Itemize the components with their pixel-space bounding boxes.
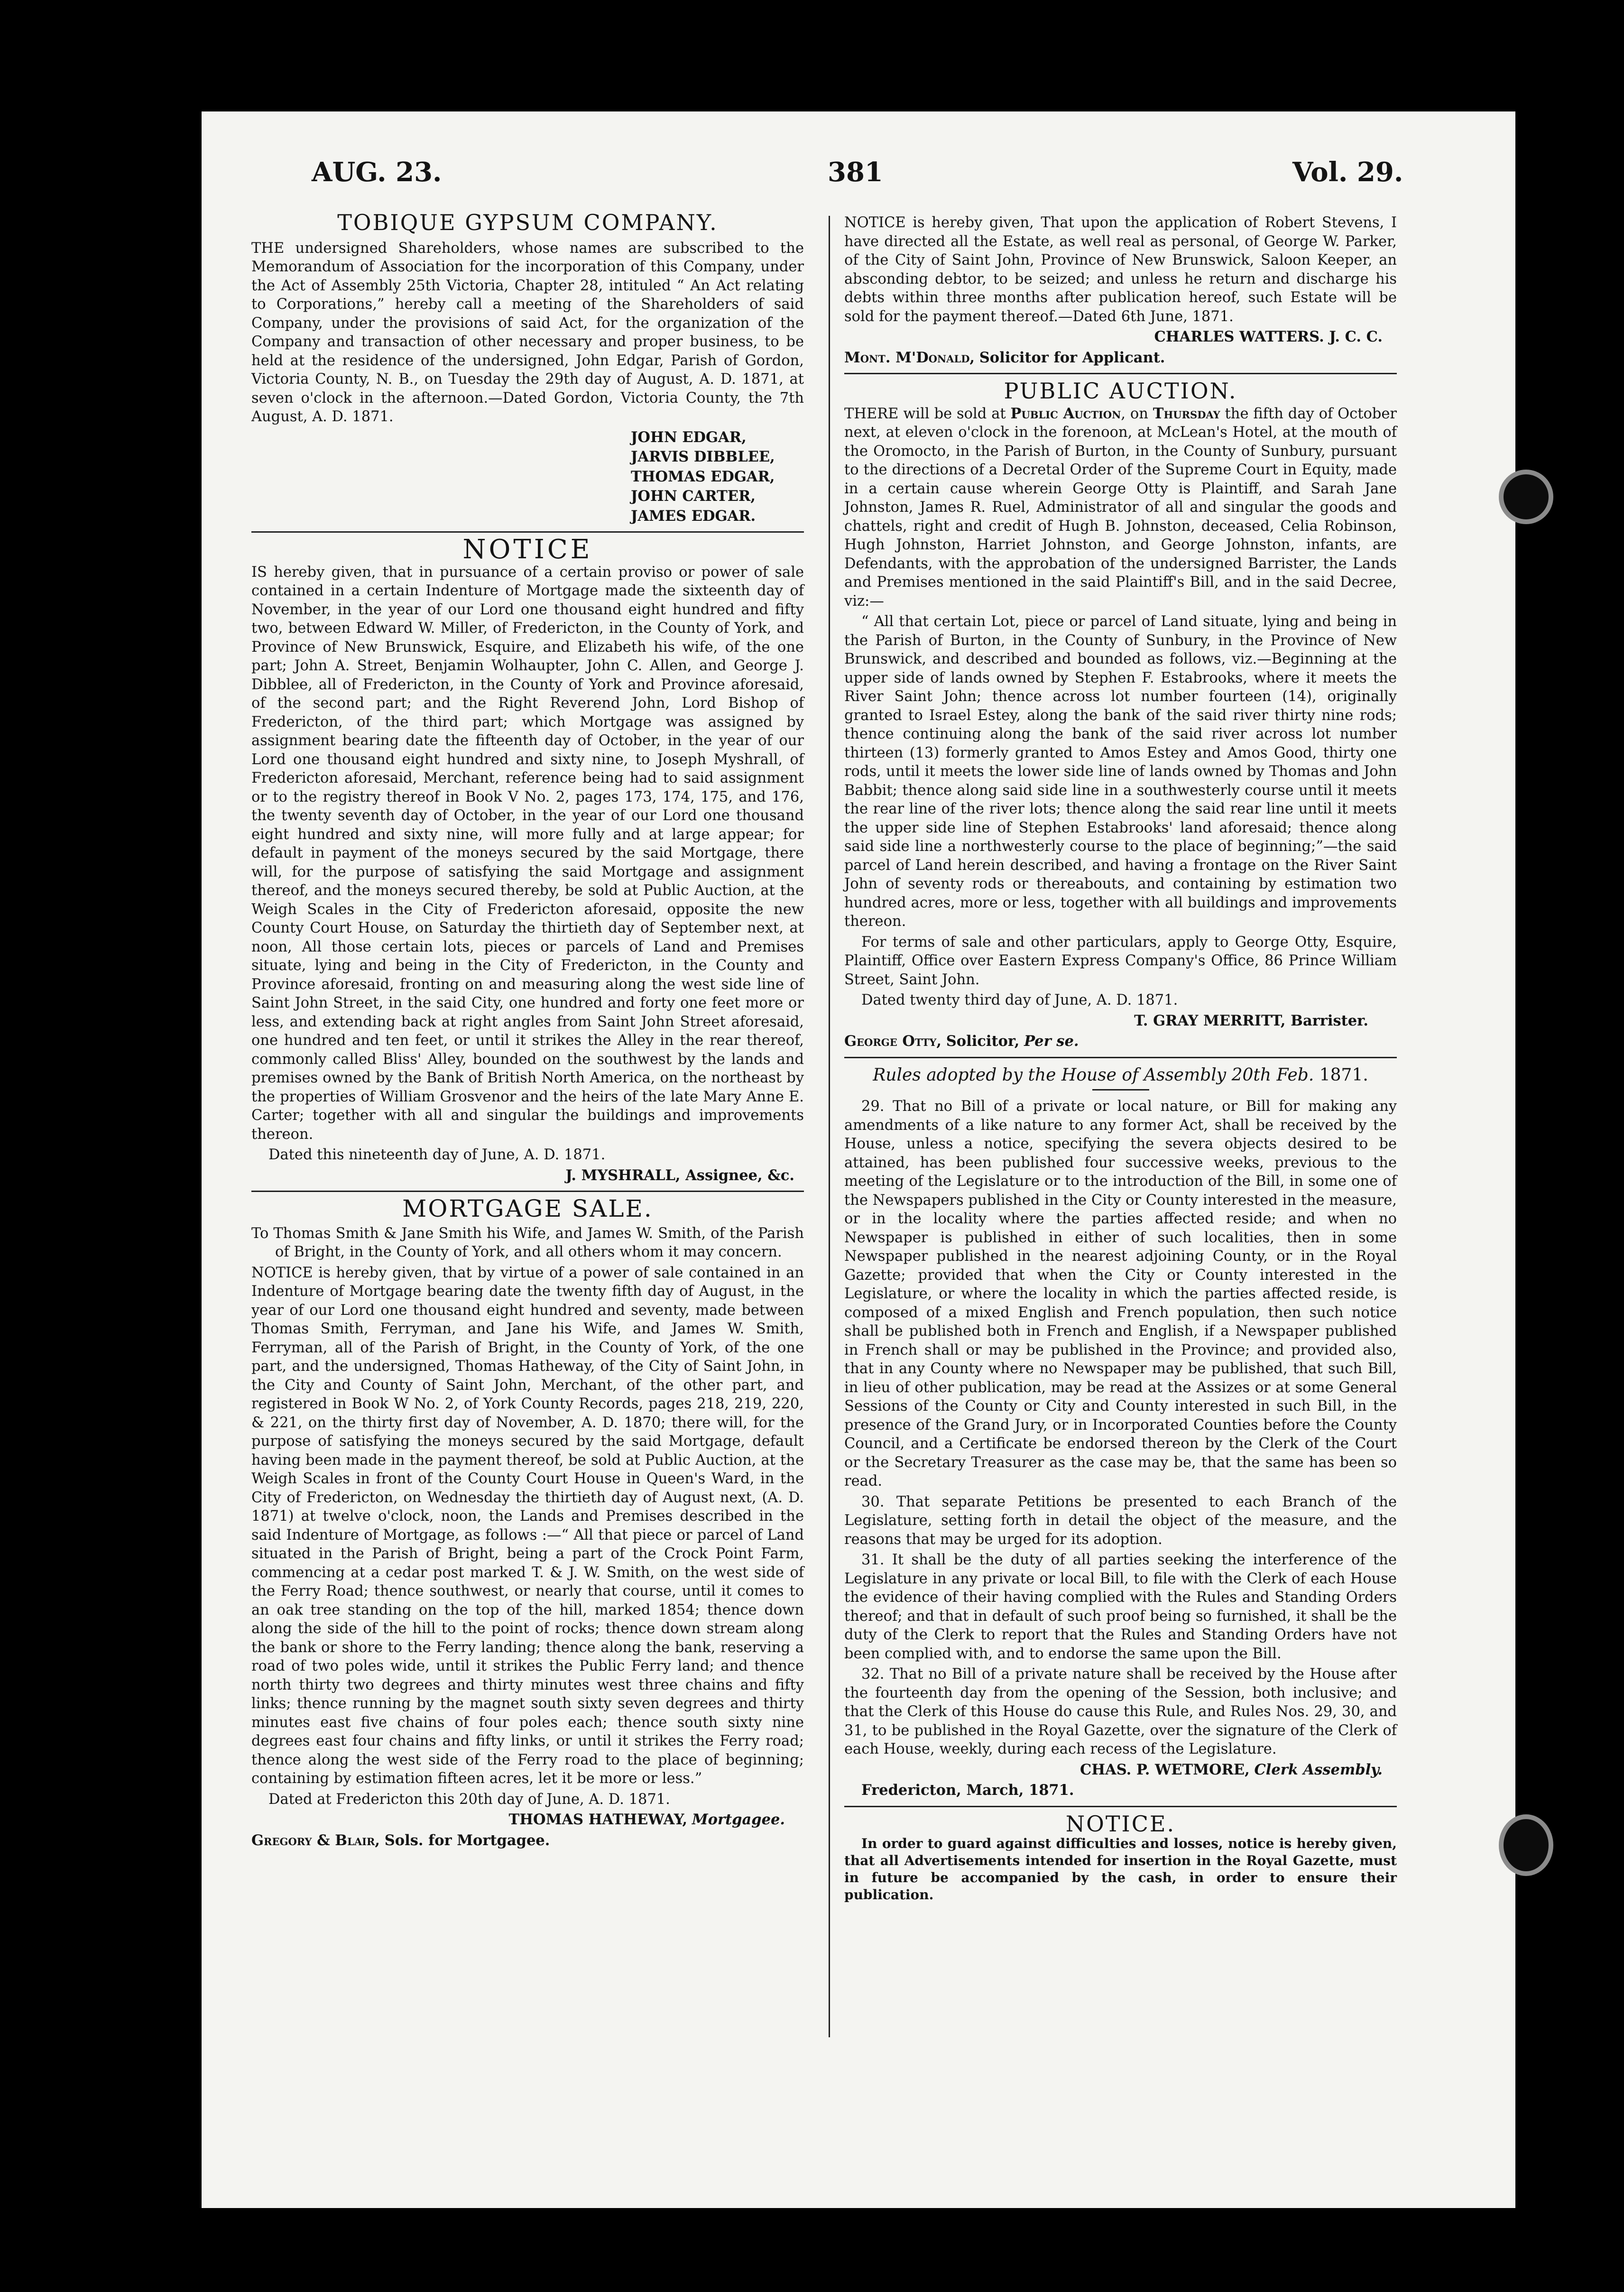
- gazette-page: [202, 111, 1515, 2208]
- rule-item: 32. That no Bill of a private nature shall be received by the House after the fourteenth day from the opening of the Session, both inclusive; and that the Clerk of this House do cause this Rule, and Rules Nos. 29, 30, and 31, to be published in the Royal Gazette, over the signature of the Clerk of each House, weekly, during each recess of the Legislature.: [844, 1666, 1397, 1757]
- mortgage-sale: [251, 1195, 804, 1850]
- mortgage-signature: [251, 1811, 804, 1830]
- clerk-role: Clerk Assembly.: [1254, 1761, 1383, 1778]
- absconding-debtor-notice: [844, 213, 1397, 367]
- divider: [844, 373, 1397, 374]
- auction-lead: THERE will be sold at: [844, 405, 1006, 422]
- auction-body: the fifth day of October next, at eleven o'clock in the forenoon, at McLean's Hotel, at the mouth of the Oromocto, in the Parish of Burton, in the County of Sunbury, pursuant to the directions of a Decretal Order of the Supreme Court in Equity, made in a certain cause wherein George Otty is Plaintiff, and Sarah Jane Johnston, James R. Ruel, Administrator of all and singular the goods and chattels, right and credit of Hugh B. Johnston, deceased, Celia Robinson, Hugh Johnston, Harriet Johnston, and George Johnston, infants, are Defendants, with the approbation of the undersigned Barrister, the Lands and Premises mentioned in the said Plaintiff's Bill, and in the said Decree, viz:—: [844, 405, 1397, 610]
- signer: JOHN EDGAR,: [631, 428, 747, 446]
- mortgage-address: To Thomas Smith & Jane Smith his Wife, and James W. Smith, of the Parish of Bright, in the County of York, and all others whom it may concern.: [251, 1225, 804, 1260]
- mortgage-solicitors: [251, 1831, 804, 1850]
- rules-title-text: Rules adopted by the House of Assembly 20th Feb.: [873, 1065, 1314, 1085]
- column-divider: [829, 216, 830, 2037]
- tobique-title: TOBIQUE GYPSUM COMPANY.: [337, 210, 718, 235]
- divider: [251, 1191, 804, 1192]
- cash-notice: [844, 1811, 1397, 1904]
- assembly-rules: [844, 1066, 1397, 1800]
- mortgage-body: NOTICE is hereby given, that by virtue of a power of sale contained in an Indenture of Mortgage bearing date the twenty fifth day of August, in the year of our Lord one thousand eight hundred and seventy, made between Thomas Smith, Ferryman, and Jane his Wife, and James W. Smith, Ferryman, all of the Parish of Bright, in the County of York, of the one part, and the undersigned, Thomas Hatheway, of the City of Saint John, in the City and County of Saint John, Merchant, of the other part, and registered in Book W No. 2, of York County Records, pages 218, 219, 220, & 221, on the thirty first day of November, A. D. 1870; there will, for the purpose of satisfying the moneys secured by the said Mortgage, default having been made in the payment thereof, be sold at Public Auction, at the Weigh Scales in front of the County Court House in Queen's Ward, in the City of Fredericton, on Wednesday the thirtieth day of August next, (A. D. 1871) at twelve o'clock, noon, the Lands and Premises described in the said Indenture of Mortgage, as follows :—“ All that piece or parcel of Land situated in the Parish of Bright, being a part of the Crock Point Farm, commencing at a cedar post marked T. & J. W. Smith, on the west side of the Ferry Road; thence southwest, or nearly that course, until it comes to an oak tree standing on the top of the hill, marked 1854; thence down along the side of the hill to the point of rocks; thence down stream along the bank or shore to the Ferry landing; thence along the bank, reserving a road of two poles wide, until it strikes the Public Ferry land; and thence north thirty two degrees and thirty minutes west three chains and fifty links; thence running by the magnet south sixty seven degrees and thirty minutes east five chains of four poles each; thence south sixty nine degrees east four chains and fifty links, or until it strikes the Ferry road; thence along the west side of the Ferry road to the place of beginning; containing by estimation fifteen acres, let it be more or less.”: [251, 1264, 804, 1787]
- auction-solicitor-name: George Otty,: [844, 1033, 942, 1050]
- rules-signature: [844, 1761, 1397, 1780]
- auction-solicitor-note: Per se.: [1024, 1033, 1079, 1050]
- signer: JOHN CARTER,: [631, 488, 756, 505]
- short-rule: [1092, 1089, 1149, 1091]
- solicitors-name: Gregory & Blair,: [251, 1831, 380, 1849]
- auction-barrister: T. GRAY MERRITT, Barrister.: [1134, 1012, 1368, 1029]
- solicitors-role: Sols. for Mortgagee.: [384, 1831, 550, 1849]
- auction-title: PUBLIC AUCTION.: [1004, 378, 1237, 404]
- divider: [844, 1057, 1397, 1058]
- myshrall-notice: [251, 534, 804, 1185]
- divider: [251, 531, 804, 533]
- mortgagee-name: THOMAS HATHEWAY,: [508, 1811, 688, 1828]
- mortgagee-role: Mortgagee.: [692, 1811, 785, 1828]
- mortgage-dated: Dated at Fredericton this 20th day of June, A. D. 1871.: [268, 1791, 670, 1808]
- debtor-notice-signature: CHARLES WATTERS. J. C. C.: [1154, 328, 1383, 345]
- notice-title: NOTICE: [462, 534, 593, 565]
- auction-terms: For terms of sale and other particulars, apply to George Otty, Esquire, Plaintiff, Office over Eastern Express Company's Office, 86 Prince William Street, Saint John.: [844, 933, 1397, 988]
- cash-notice-body: In order to guard against difficulties and losses, notice is hereby given, that all Advertisements intended for insertion in the Royal Gazette, must in future be accompanied by the cash, in order to ensure their publication.: [844, 1836, 1397, 1903]
- right-column: [844, 213, 1397, 1905]
- public-auction: [844, 378, 1397, 1051]
- mortgage-title: MORTGAGE SALE.: [402, 1195, 653, 1222]
- solicitor-role: Solicitor for Applicant.: [979, 349, 1165, 366]
- header-page-number: 381: [828, 157, 883, 188]
- auction-solicitor-role: Solicitor,: [946, 1033, 1020, 1050]
- signer: THOMAS EDGAR,: [631, 468, 775, 485]
- solicitor-name: Mont. M'Donald,: [844, 349, 975, 366]
- left-column: [251, 210, 804, 1852]
- signer: JAMES EDGAR.: [631, 507, 756, 525]
- auction-lead-mid: , on: [1121, 405, 1148, 422]
- rules-title: [844, 1066, 1397, 1085]
- punch-hole-icon: [1499, 1814, 1553, 1876]
- punch-hole-icon: [1499, 470, 1553, 524]
- clerk-name: CHAS. P. WETMORE,: [1080, 1761, 1250, 1778]
- auction-quote: “ All that certain Lot, piece or parcel of Land situate, lying and being in the Parish of Burton, in the County of Sunbury, in the Province of New Brunswick, and described and bounded as follows, viz.—Beginning at the upper side of lands owned by Stephen F. Estabrooks, where it meets the River Saint John; thence across lot number fourteen (14), originally granted to Israel Estey, along the bank of the said river thirty nine rods; thence continuing along the bank of the said river across lot number thirteen (13) formerly granted to Amos Estey and Amos Good, thirty one rods, until it meets the lower side line of lands owned by Thomas and John Babbit; thence along said side line in a southwesterly course until it meets the rear line of the river lots; thence along the said rear line until it meets the upper side line of Stephen Estabrooks' land aforesaid; thence along said side line a northwesterly course to the place of beginning;”—the said parcel of Land herein described, and having a frontage on the River Saint John of seventy rods or thereabouts, and containing by estimation two hundred acres, more or less, together with all buildings and improvements thereon.: [844, 613, 1397, 930]
- tobique-body: THE undersigned Shareholders, whose names are subscribed to the Memorandum of Association for the incorporation of this Company, under the Act of Assembly 25th Victoria, Chapter 28, intituled “ An Act relating to Corporations,” hereby call a meeting of the Shareholders of said Company, under the provisions of said Act, for the organization of the Company and transaction of other necessary and proper business, to be held at the residence of the undersigned, John Edgar, Parish of Gordon, Victoria County, N. B., on Tuesday the 29th day of August, A. D. 1871, at seven o'clock in the afternoon.—Dated Gordon, Victoria County, the 7th August, A. D. 1871.: [251, 240, 804, 425]
- rule-item: 30. That separate Petitions be presented to each Branch of the Legislature, setting forth in detail the object of the measure, and the reasons that may be urged for its adoption.: [844, 1493, 1397, 1548]
- auction-lead-sc2: Thursday: [1153, 405, 1220, 422]
- signer: JARVIS DIBBLEE,: [631, 448, 775, 465]
- auction-intro: [844, 405, 1397, 611]
- notice-signature: J. MYSHRALL, Assignee, &c.: [565, 1166, 794, 1184]
- rule-item: 29. That no Bill of a private or local nature, or Bill for making any amendments of a like nature to any former Act, shall be received by the House, unless a notice, specifying the severa objects desired to be attained, has been published four successive weeks, previous to the meeting of the Legislature or to the introduction of the Bill, in some one of the Newspapers published in the City or County interested in the measure, or in the locality where the parties affected reside; and when no Newspaper is published in either of such localities, then in some Newspaper published in the nearest adjoining County, or in the Royal Gazette; provided that when the City or County interested in the Legislature, or where the locality in which the parties affected reside, is composed of a mixed English and French population, then such notice shall be published both in French and English, if a Newspaper published in French shall or may be published in the Province; and provided also, that in any County where no Newspaper may be published, that such Bill, in lieu of other publication, may be read at the Assizes or at some General Sessions of the County or City and County interested in such Bill, in the presence of the Grand Jury, or in Incorporated Counties before the County Council, and a Certificate be endorsed thereon by the Clerk of the Court or the Secretary Treasurer as the case may be, that the same has been so read.: [844, 1098, 1397, 1489]
- auction-solicitor: [844, 1032, 1397, 1051]
- auction-lead-sc1: Public Auction: [1010, 405, 1121, 422]
- header-volume: Vol. 29.: [1292, 157, 1403, 188]
- header-date: AUG. 23.: [312, 157, 442, 188]
- rules-title-year: 1871.: [1319, 1065, 1368, 1085]
- notice-body: IS hereby given, that in pursuance of a certain proviso or power of sale contained in a certain Indenture of Mortgage made the sixteenth day of November, in the year of our Lord one thousand eight hundred and fifty two, between Edward W. Miller, of Fredericton, in the County of York, and Province of New Brunswick, Esquire, and Elizabeth his wife, of the one part; John A. Street, Benjamin Wolhaupter, John C. Allen, and George J. Dibblee, all of Fredericton, in the County of York and Province aforesaid, of the second part; and the Right Reverend John, Lord Bishop of Fredericton, of the third part; which Mortgage was assigned by assignment bearing date the fifteenth day of October, in the year of our Lord one thousand eight hundred and sixty nine, to Joseph Myshrall, of Fredericton aforesaid, Merchant, reference being had to said assignment or to the registry thereof in Book V No. 2, pages 173, 174, 175, and 176, the twenty seventh day of October, in the year of our Lord one thousand eight hundred and sixty nine, will more fully and at large appear; for default in payment of the moneys secured by the said Mortgage, there will, for the purpose of satisfying the said Mortgage and assignment thereof, and the moneys secured thereby, be sold at Public Auction, at the Weigh Scales in the City of Fredericton aforesaid, opposite the new County Court House, on Saturday the thirtieth day of September next, at noon, All those certain lots, pieces or parcels of Land and Premises situate, lying and being in the City of Fredericton, in the County and Province aforesaid, fronting on and measuring along the west side line of Saint John Street, in the said City, one hundred and forty one feet more or less, and extending back at right angles from Saint John Street aforesaid, one hundred and ten feet, or until it strikes the Alley in the rear thereof, commonly called Bliss' Alley, bounded on the southwest by the lands and premises owned by the Bank of British North America, on the northeast by the properties of William Grosvenor and the heirs of the late Mary Anne E. Carter; together with all and singular the buildings and improvements thereon.: [251, 564, 804, 1143]
- debtor-notice-body: NOTICE is hereby given, That upon the application of Robert Stevens, I have directed all the Estate, as well real as personal, of George W. Parker, of the City of Saint John, Province of New Brunswick, Saloon Keeper, an absconding debtor, to be seized; and unless he return and discharge his debts within three months after publication hereof, such Estate will be sold for the payment thereof.—Dated 6th June, 1871.: [844, 214, 1397, 325]
- rules-place-date: Fredericton, March, 1871.: [861, 1782, 1074, 1799]
- tobique-notice: [251, 210, 804, 526]
- notice-dated: Dated this nineteenth day of June, A. D. 1871.: [268, 1146, 606, 1163]
- auction-dated: Dated twenty third day of June, A. D. 1871.: [861, 992, 1178, 1008]
- rule-item: 31. It shall be the duty of all parties seeking the interference of the Legislature in any private or local Bill, to file with the Clerk of each House the evidence of their having complied with the Rules and Standing Orders thereof; and that in default of such proof being so furnished, it shall be the duty of the Clerk to report that the Rules and Standing Orders have not been complied with, and to endorse the same upon the Bill.: [844, 1552, 1397, 1662]
- debtor-notice-solicitor: [844, 349, 1397, 368]
- cash-notice-title: NOTICE.: [1065, 1811, 1176, 1837]
- divider: [844, 1806, 1397, 1807]
